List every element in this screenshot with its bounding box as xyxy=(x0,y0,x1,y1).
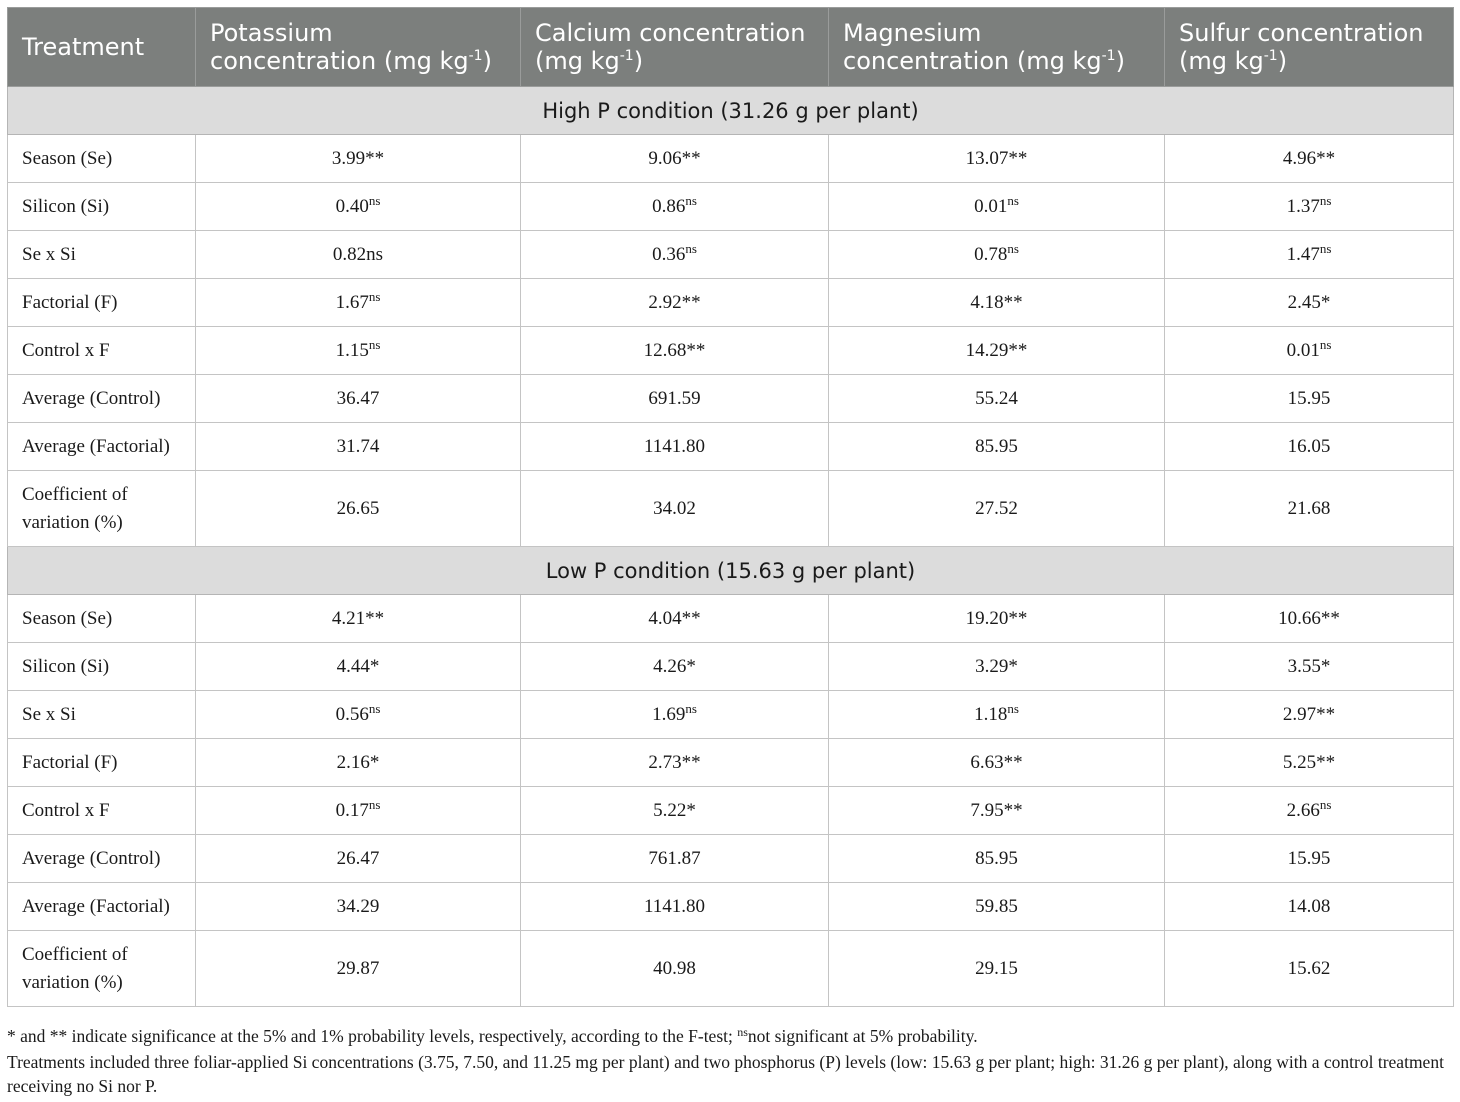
cell-magnesium xyxy=(829,787,1165,835)
cell-magnesium xyxy=(829,595,1165,643)
table-row xyxy=(8,595,1454,643)
row-label: Average (Control) xyxy=(8,375,196,423)
table-row xyxy=(8,135,1454,183)
cell-sulfur xyxy=(1165,231,1454,279)
cell-calcium xyxy=(521,375,829,423)
cell-value: 4.18** xyxy=(970,291,1023,313)
cell-significance-sup: ns xyxy=(685,240,697,256)
section-title: High P condition (31.26 g per plant) xyxy=(8,87,1454,135)
cell-magnesium xyxy=(829,183,1165,231)
cell-value: 26.47 xyxy=(336,847,380,869)
cell-significance-sup: ns xyxy=(368,796,381,812)
cell-value: 29.15 xyxy=(975,957,1018,979)
cell-value: 7.95** xyxy=(970,799,1023,821)
cell-value: 19.20** xyxy=(965,607,1028,629)
table-row xyxy=(8,231,1454,279)
cell-calcium xyxy=(521,787,829,835)
cell-magnesium xyxy=(829,375,1165,423)
header-row xyxy=(8,8,1454,87)
cell-value: 1.18 xyxy=(974,703,1008,725)
cell-calcium xyxy=(521,595,829,643)
cell-value: 1.37 xyxy=(1286,195,1320,217)
cell-sulfur xyxy=(1165,643,1454,691)
cell-significance-sup: ns xyxy=(1319,796,1332,812)
cell-significance-sup: ns xyxy=(368,700,381,716)
table-row xyxy=(8,883,1454,931)
row-label: Se x Si xyxy=(8,231,196,279)
cell-calcium xyxy=(521,183,829,231)
header-calcium: Calcium concentration (mg $kg^{-1}$) xyxy=(521,8,829,87)
cell-potassium xyxy=(196,375,521,423)
cell-value: 13.07** xyxy=(965,147,1028,169)
cell-value: 1.67 xyxy=(335,291,369,313)
cell-value: 3.55* xyxy=(1287,655,1331,677)
cell-value: 15.95 xyxy=(1287,847,1331,869)
header-treatment: Treatment xyxy=(8,8,196,87)
cell-value: 5.25** xyxy=(1282,751,1336,773)
cell-potassium xyxy=(196,183,521,231)
table-row xyxy=(8,643,1454,691)
cell-magnesium xyxy=(829,471,1165,547)
cell-sulfur xyxy=(1165,279,1454,327)
cell-calcium xyxy=(521,931,829,1007)
cell-value: 6.63** xyxy=(970,751,1023,773)
cell-potassium xyxy=(196,835,521,883)
table-row xyxy=(8,835,1454,883)
cell-value: 85.95 xyxy=(975,435,1018,457)
row-label: Control x F xyxy=(8,327,196,375)
cell-value: 27.52 xyxy=(975,497,1018,519)
cell-calcium xyxy=(521,643,829,691)
cell-calcium xyxy=(521,231,829,279)
cell-value: 2.97** xyxy=(1282,703,1336,725)
cell-value: 31.74 xyxy=(336,435,380,457)
anova-table xyxy=(7,7,1454,1007)
header-potassium: Potassium concentration (mg $kg^{-1}$) xyxy=(196,8,521,87)
cell-value: 14.08 xyxy=(1287,895,1331,917)
cell-potassium xyxy=(196,471,521,547)
cell-value: 34.29 xyxy=(336,895,380,917)
cell-magnesium xyxy=(829,135,1165,183)
footnote-significance: * and ** indicate significance at the 5% and 1% probability levels, respectively, according to the F-test; $^{ns}$not significant at 5% probability. xyxy=(7,1025,978,1046)
row-label: Coefficient of variation (%) xyxy=(8,471,196,547)
cell-value: 12.68** xyxy=(643,339,706,361)
cell-magnesium xyxy=(829,423,1165,471)
cell-value: 15.62 xyxy=(1287,957,1331,979)
cell-value: 0.01 xyxy=(1286,339,1320,361)
cell-sulfur xyxy=(1165,835,1454,883)
table-row xyxy=(8,183,1454,231)
cell-value: 0.40 xyxy=(335,195,369,217)
cell-value: 2.73** xyxy=(648,751,701,773)
cell-potassium xyxy=(196,643,521,691)
table-row xyxy=(8,739,1454,787)
cell-value: 1.47 xyxy=(1286,243,1320,265)
cell-sulfur xyxy=(1165,423,1454,471)
cell-sulfur xyxy=(1165,787,1454,835)
table-body xyxy=(8,87,1454,1007)
cell-value: 0.01 xyxy=(974,195,1008,217)
cell-significance-sup: ns xyxy=(368,192,381,208)
table-row xyxy=(8,787,1454,835)
cell-significance-sup: ns xyxy=(1007,192,1019,208)
cell-calcium xyxy=(521,691,829,739)
cell-value: 2.45* xyxy=(1287,291,1331,313)
cell-value: 0.82ns xyxy=(332,243,384,265)
cell-magnesium xyxy=(829,279,1165,327)
cell-potassium xyxy=(196,595,521,643)
cell-value: 0.36 xyxy=(652,243,686,265)
header-sulfur: Sulfur concentration (mg $kg^{-1}$) xyxy=(1165,8,1454,87)
cell-potassium xyxy=(196,883,521,931)
table-footnotes xyxy=(7,1024,1453,1098)
cell-value: 26.65 xyxy=(336,497,380,519)
cell-significance-sup: ns xyxy=(1007,700,1019,716)
cell-potassium xyxy=(196,787,521,835)
row-label: Season (Se) xyxy=(8,595,196,643)
cell-calcium xyxy=(521,135,829,183)
section-row xyxy=(8,547,1454,595)
cell-significance-sup: ns xyxy=(1319,192,1332,208)
cell-potassium xyxy=(196,691,521,739)
cell-value: 4.26* xyxy=(653,655,696,677)
table-row xyxy=(8,423,1454,471)
header-magnesium: Magnesium concentration (mg $kg^{-1}$) xyxy=(829,8,1165,87)
cell-value: 761.87 xyxy=(648,847,701,869)
cell-value: 29.87 xyxy=(336,957,380,979)
cell-sulfur xyxy=(1165,595,1454,643)
cell-value: 2.92** xyxy=(648,291,701,313)
cell-significance-sup: ns xyxy=(685,700,697,716)
cell-sulfur xyxy=(1165,739,1454,787)
cell-sulfur xyxy=(1165,471,1454,547)
cell-magnesium xyxy=(829,883,1165,931)
cell-value: 2.16* xyxy=(336,751,380,773)
cell-magnesium xyxy=(829,931,1165,1007)
cell-value: 2.66 xyxy=(1286,799,1320,821)
table-row xyxy=(8,471,1454,547)
cell-magnesium xyxy=(829,691,1165,739)
table-row xyxy=(8,375,1454,423)
cell-sulfur xyxy=(1165,183,1454,231)
footnote-treatments: Treatments included three foliar-applied Si concentrations (3.75, 7.50, and 11.25 mg per plant) and two phosphorus (P) levels (low: 15.63 g per plant; high: 31.26 g per plant), along with a control treatment receiving no Si nor P. xyxy=(7,1052,1444,1096)
cell-value: 0.17 xyxy=(335,799,369,821)
cell-significance-sup: ns xyxy=(1319,240,1332,256)
cell-value: 4.04** xyxy=(648,607,701,629)
cell-potassium xyxy=(196,931,521,1007)
cell-potassium xyxy=(196,327,521,375)
cell-value: 5.22* xyxy=(653,799,696,821)
section-title: Low P condition (15.63 g per plant) xyxy=(8,547,1454,595)
cell-calcium xyxy=(521,279,829,327)
cell-value: 40.98 xyxy=(653,957,696,979)
cell-significance-sup: ns xyxy=(1007,240,1019,256)
cell-value: 4.44* xyxy=(336,655,380,677)
cell-sulfur xyxy=(1165,883,1454,931)
cell-value: 4.21** xyxy=(331,607,385,629)
table-row xyxy=(8,931,1454,1007)
cell-magnesium xyxy=(829,835,1165,883)
anova-table-container xyxy=(7,7,1453,1007)
cell-potassium xyxy=(196,135,521,183)
cell-value: 0.56 xyxy=(335,703,369,725)
cell-sulfur xyxy=(1165,135,1454,183)
row-label: Season (Se) xyxy=(8,135,196,183)
row-label: Silicon (Si) xyxy=(8,183,196,231)
cell-calcium xyxy=(521,835,829,883)
cell-potassium xyxy=(196,279,521,327)
cell-magnesium xyxy=(829,327,1165,375)
row-label: Factorial (F) xyxy=(8,279,196,327)
cell-value: 36.47 xyxy=(336,387,380,409)
cell-calcium xyxy=(521,327,829,375)
cell-calcium xyxy=(521,739,829,787)
row-label: Se x Si xyxy=(8,691,196,739)
row-label: Silicon (Si) xyxy=(8,643,196,691)
cell-significance-sup: ns xyxy=(685,192,697,208)
cell-significance-sup: ns xyxy=(1319,336,1332,352)
cell-value: 55.24 xyxy=(975,387,1018,409)
cell-potassium xyxy=(196,423,521,471)
cell-value: 691.59 xyxy=(648,387,701,409)
cell-value: 34.02 xyxy=(653,497,696,519)
cell-significance-sup: ns xyxy=(368,288,381,304)
cell-value: 15.95 xyxy=(1287,387,1331,409)
cell-value: 9.06** xyxy=(648,147,701,169)
cell-value: 14.29** xyxy=(965,339,1028,361)
cell-magnesium xyxy=(829,643,1165,691)
cell-value: 59.85 xyxy=(975,895,1018,917)
row-label: Average (Factorial) xyxy=(8,883,196,931)
cell-calcium xyxy=(521,883,829,931)
cell-significance-sup: ns xyxy=(368,336,381,352)
cell-value: 16.05 xyxy=(1287,435,1331,457)
section-row xyxy=(8,87,1454,135)
row-label: Average (Control) xyxy=(8,835,196,883)
cell-value: 85.95 xyxy=(975,847,1018,869)
cell-value: 0.86 xyxy=(652,195,686,217)
cell-sulfur xyxy=(1165,375,1454,423)
cell-value: 1.15 xyxy=(335,339,369,361)
cell-potassium xyxy=(196,231,521,279)
table-row xyxy=(8,691,1454,739)
cell-value: 3.99** xyxy=(331,147,385,169)
cell-value: 10.66** xyxy=(1278,607,1340,629)
cell-value: 4.96** xyxy=(1282,147,1336,169)
table-row xyxy=(8,327,1454,375)
row-label: Average (Factorial) xyxy=(8,423,196,471)
cell-value: 1141.80 xyxy=(643,435,706,457)
row-label: Coefficient of variation (%) xyxy=(8,931,196,1007)
cell-calcium xyxy=(521,423,829,471)
cell-value: 1141.80 xyxy=(643,895,706,917)
cell-value: 21.68 xyxy=(1287,497,1331,519)
cell-calcium xyxy=(521,471,829,547)
cell-magnesium xyxy=(829,231,1165,279)
cell-value: 3.29* xyxy=(975,655,1018,677)
cell-sulfur xyxy=(1165,691,1454,739)
cell-potassium xyxy=(196,739,521,787)
cell-magnesium xyxy=(829,739,1165,787)
row-label: Control x F xyxy=(8,787,196,835)
row-label: Factorial (F) xyxy=(8,739,196,787)
cell-sulfur xyxy=(1165,327,1454,375)
cell-value: 0.78 xyxy=(974,243,1008,265)
cell-value: 1.69 xyxy=(652,703,686,725)
cell-sulfur xyxy=(1165,931,1454,1007)
table-row xyxy=(8,279,1454,327)
